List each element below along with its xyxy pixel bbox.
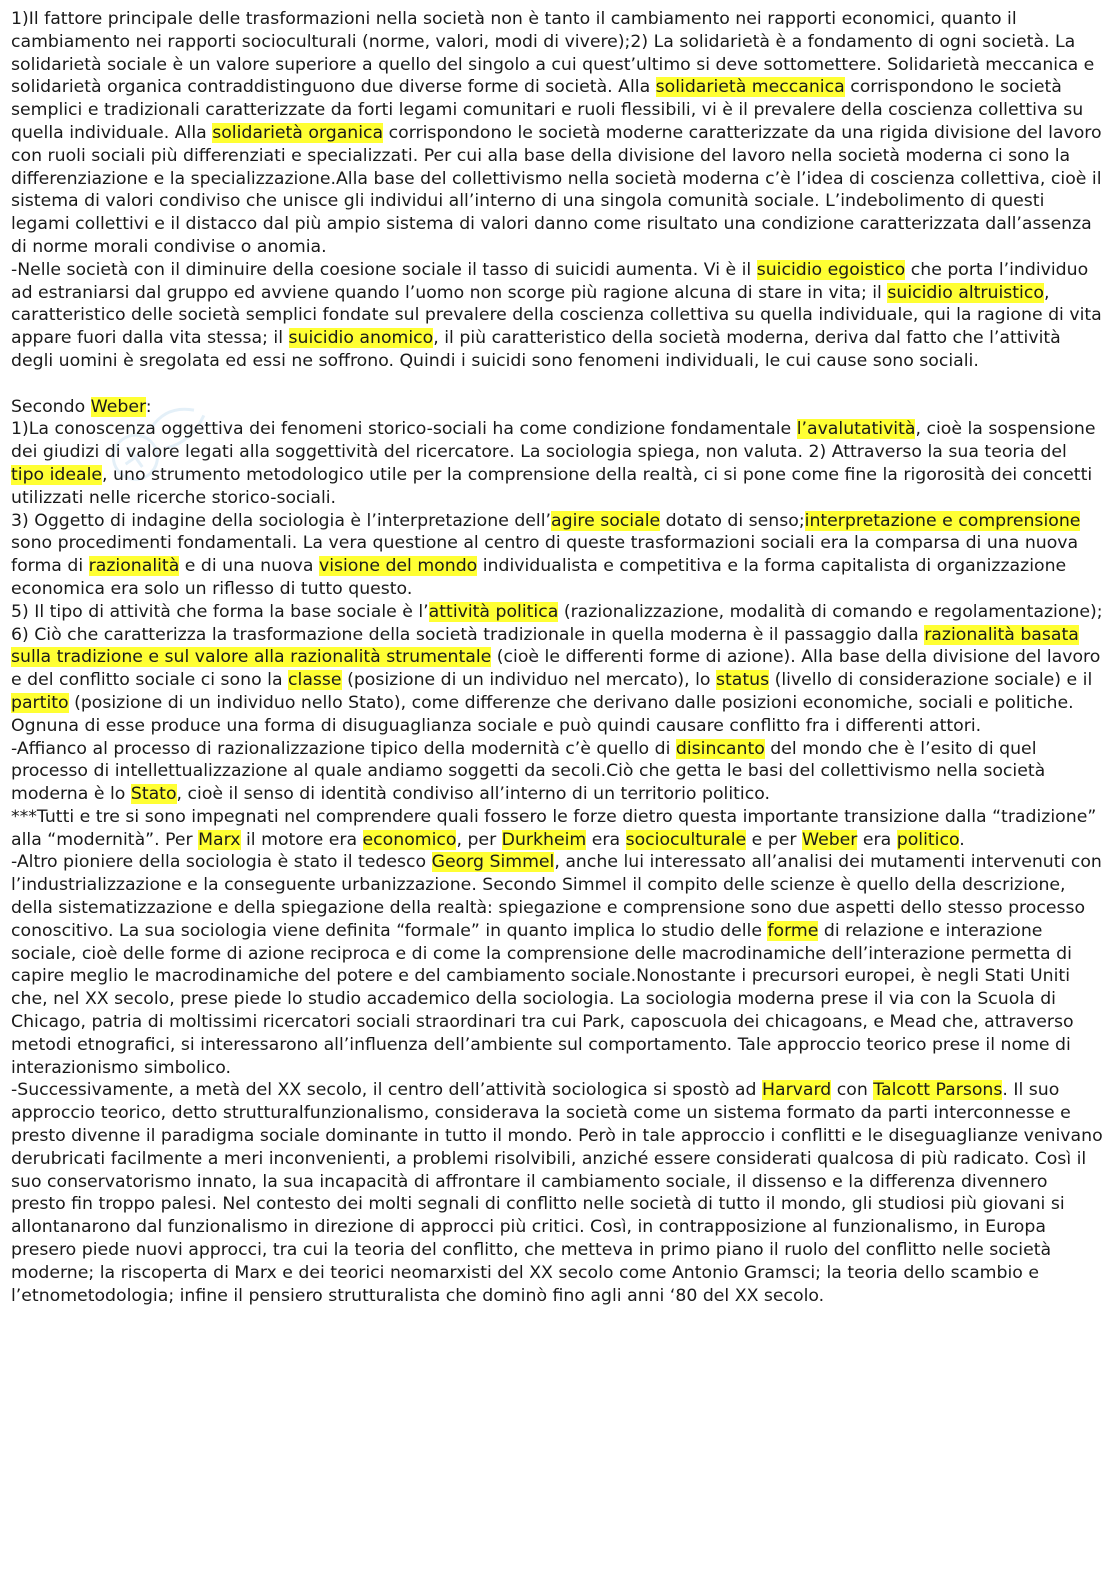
text-run: -Affianco al processo di razionalizzazione tipico della modernità c’è quello di — [11, 738, 676, 759]
paragraph — [11, 8, 1105, 259]
paragraph — [11, 738, 1105, 806]
paragraph — [11, 601, 1105, 738]
highlighted-term: suicidio egoistico — [756, 259, 906, 280]
text-run: e di una nuova — [179, 556, 319, 577]
highlighted-term: tipo ideale — [11, 464, 103, 485]
document-body — [11, 8, 1105, 1307]
text-run: : — [145, 396, 152, 417]
text-run: il motore era — [240, 829, 363, 850]
text-run: dotato di senso; — [660, 510, 805, 531]
text-run: , uno strumento metodologico utile per la comprensione della realtà, ci si pone come fine la rigorosità dei concetti utilizzati nelle ricerche storico-sociali. — [11, 464, 1093, 508]
text-run: con — [831, 1080, 874, 1101]
text-run: , anche lui interessato all’analisi dei mutamenti intervenuti con l’industrializzazione e la conseguente urbanizzazione. Secondo Simmel il compito delle scienze è quello della descrizione, della sistematizzazione e della spiegazione della realtà: spiegazione e comprensione sono due aspetti dello stesso processo conoscitivo. La sua sociologia viene definita “formale” in quanto implica lo studio delle — [11, 852, 1102, 941]
highlighted-term: Talcott Parsons — [873, 1080, 1003, 1101]
paragraph — [11, 259, 1105, 373]
text-run: ***Tutti e tre si sono impegnati nel comprendere quali fossero le forze dietro questa importante transizione dalla “tradizione” alla “modernità”. Per — [11, 806, 1097, 850]
highlighted-term: suicidio anomico — [288, 328, 434, 349]
paragraph — [11, 396, 1105, 419]
text-run: (posizione di un individuo nello Stato), come differenze che derivano dalle posizioni economiche, sociali e politiche. Ognuna di esse produce una forma di disuguaglianza sociale e può quindi causare conflitto fra i differenti attori. — [11, 692, 1074, 736]
text-run: (posizione di un individuo nel mercato), lo — [341, 670, 716, 691]
text-run: (razionalizzazione, modalità di comando e regolamentazione); 6) Ciò che caratterizza la trasformazione della società tradizionale in quella moderna è il passaggio dalla — [11, 601, 1103, 645]
text-run: 5) Il tipo di attività che forma la base sociale è l’ — [11, 601, 429, 622]
blank-line — [11, 373, 1105, 396]
text-run: individualista e competitiva e la forma capitalista di organizzazione economica era solo un riflesso di tutto questo. — [11, 556, 1067, 599]
text-run: -Altro pioniere della sociologia è stato il tedesco — [11, 852, 432, 873]
highlighted-term: visione del mondo — [318, 556, 478, 577]
text-run: , cioè il senso di identità condiviso all’interno di un territorio politico. — [176, 784, 770, 805]
highlighted-term: interpretazione e comprensione — [804, 510, 1081, 531]
highlighted-term: Harvard — [761, 1080, 832, 1101]
highlighted-term: classe — [288, 670, 342, 691]
paragraph — [11, 851, 1105, 1079]
text-run: corrispondono le società semplici e tradizionali caratterizzate da forti legami comunitari e ruoli flessibili, vi è il prevalere della coscienza collettiva su quella individuale. Alla — [11, 77, 1084, 143]
text-run: . Il suo approccio teorico, detto strutturalfunzionalismo, considerava la società come un sistema formato da parti interconnesse e presto divenne il paradigma sociale dominante in tutto il mondo. Però in tale approccio i conflitti e le diseguaglianze venivano derubricati facilmente a meri inconvenienti, a problemi risolvibili, anziché essere considerati qualcosa di più radicato. Così il suo conservatorismo innato, la sua incapacità di affrontare il cambiamento sociale, il dissenso e la differenza divennero presto fin troppo palesi. Nel contesto dei molti segnali di conflitto nelle società di tutto il mondo, gli studiosi più giovani si allontanarono dal funzionalismo in direzione di approcci più critici. Così, in contrapposizione al funzionalismo, in Europa presero piede nuovi approcci, tra cui la teoria del conflitto, che metteva in primo piano il ruolo del conflitto nelle società moderne; la riscoperta di Marx e dei teorici neomarxisti del XX secolo come Antonio Gramsci; la teoria dello scambio e l’etnometodologia; infine il pensiero strutturalista che dominò fino agli anni ‘80 del XX secolo. — [11, 1080, 1103, 1306]
text-run: era — [857, 829, 897, 850]
highlighted-term: Marx — [198, 829, 241, 850]
highlighted-term: Stato — [130, 784, 177, 805]
text-run: 3) Oggetto di indagine della sociologia è l’interpretazione dell’ — [11, 510, 552, 531]
text-run: era — [586, 829, 626, 850]
highlighted-term: politico — [896, 829, 960, 850]
text-run: 1)La conoscenza oggettiva dei fenomeni storico-sociali ha come condizione fondamentale — [11, 419, 797, 440]
text-run: -Nelle società con il diminuire della coesione sociale il tasso di suicidi aumenta. Vi è il — [11, 259, 757, 280]
text-run: e per — [746, 829, 802, 850]
highlighted-term: disincanto — [675, 738, 765, 759]
highlighted-term: partito — [11, 692, 69, 713]
text-run: sono procedimenti fondamentali. La vera questione al centro di queste trasformazioni sociali era la comparsa di una nuova forma di — [11, 533, 1079, 577]
text-run: -Successivamente, a metà del XX secolo, il centro dell’attività sociologica si spostò ad — [11, 1080, 762, 1101]
text-run: , caratteristico delle società semplici fondate sul prevalere della coscienza collettiva su quella individuale, qui la ragione di vita appare fuori dalla vita stessa; il — [11, 282, 1102, 349]
highlighted-term: solidarietà organica — [212, 122, 384, 143]
highlighted-term: razionalità — [88, 556, 180, 577]
text-run: , il più caratteristico della società moderna, deriva dal fatto che l’attività degli uomini è sregolata ed essi ne soffrono. Quindi i suicidi sono fenomeni individuali, le cui cause sono sociali. — [11, 328, 1061, 371]
text-run: (livello di considerazione sociale) e il — [769, 670, 1093, 691]
highlighted-term: economico — [362, 829, 457, 850]
paragraph — [11, 1079, 1105, 1307]
paragraph — [11, 418, 1105, 509]
paragraph — [11, 510, 1105, 601]
highlighted-term: solidarietà meccanica — [655, 77, 845, 98]
text-run: corrispondono le società moderne caratterizzate da una rigida divisione del lavoro con ruoli sociali più differenziati e specializzati. Per cui alla base della divisione del lavoro nella società moderna ci sono la differenziazione e la specializzazione.Alla base del collettivismo nella società moderna c’è l’idea di coscienza collettiva, cioè il sistema di valori condiviso che unisce gli individui all’interno di una singola comunità sociale. L’indebolimento di questi legami collettivi e il distacco dal più ampio sistema di valori danno come risultato una condizione caratterizzata dall’assenza di norme morali condivise o anomia. — [11, 122, 1102, 257]
highlighted-term: status — [716, 670, 770, 691]
highlighted-term: l’avalutatività — [796, 419, 916, 440]
text-run: del mondo che è l’esito di quel processo di intellettualizzazione al quale andiamo soggetti da secoli.Ciò che getta le basi del collettivismo nella società moderna è lo — [11, 738, 1046, 805]
highlighted-term: Georg Simmel — [431, 852, 555, 873]
text-run: . — [959, 829, 965, 850]
highlighted-term: Durkheim — [501, 829, 587, 850]
text-run: che porta l’individuo ad estraniarsi dal gruppo ed avviene quando l’uomo non scorge più ragione alcuna di stare in vita; il — [11, 259, 1089, 303]
text-run: Secondo — [11, 396, 91, 417]
highlighted-term: agire sociale — [551, 510, 661, 531]
highlighted-term: Weber — [802, 829, 858, 850]
highlighted-term: socioculturale — [625, 829, 747, 850]
text-run: , per — [456, 829, 502, 850]
text-run: di relazione e interazione sociale, cioè delle forme di azione reciproca e di come la comprensione delle macrodinamiche dell’interazione permetta di capire meglio le macrodinamiche del potere e del cambiamento sociale.Nonostante i precursori europei, è negli Stati Uniti che, nel XX secolo, prese piede lo studio accademico della sociologia. La sociologia moderna prese il via con la Scuola di Chicago, patria di moltissimi ricercatori sociali straordinari tra cui Park, caposcuola dei chicagoans, e Mead che, attraverso metodi etnografici, si interessarono all’influenza dell’ambiente sul comportamento. Tale approccio teorico prese il nome di interazionismo simbolico. — [11, 920, 1074, 1078]
paragraph — [11, 806, 1105, 852]
text-run: 1)Il fattore principale delle trasformazioni nella società non è tanto il cambiamento nei rapporti economici, quanto il cambiamento nei rapporti socioculturali (norme, valori, modi di vivere);2) La solidarietà è a fondamento di ogni società. La solidarietà sociale è un valore superiore a quello del singolo a cui quest’ultimo si deve sottomettere. Solidarietà meccanica e solidarietà organica contraddistinguono due diverse forme di società. Alla — [11, 9, 1095, 98]
highlighted-term: Weber — [90, 396, 146, 417]
highlighted-term: suicidio altruistico — [887, 282, 1044, 303]
highlighted-term: attività politica — [428, 601, 559, 622]
text-run: , cioè la sospensione dei giudizi di valore legati alla soggettività del ricercatore. La sociologia spiega, non valuta. 2) Attraverso la sua teoria del — [11, 419, 1096, 463]
highlighted-term: forme — [767, 920, 819, 941]
text-run: (cioè le differenti forme di azione). Alla base della divisione del lavoro e del conflitto sociale ci sono la — [11, 647, 1101, 691]
highlighted-term: razionalità basata sulla tradizione e sul valore alla razionalità strumentale — [11, 624, 1079, 668]
